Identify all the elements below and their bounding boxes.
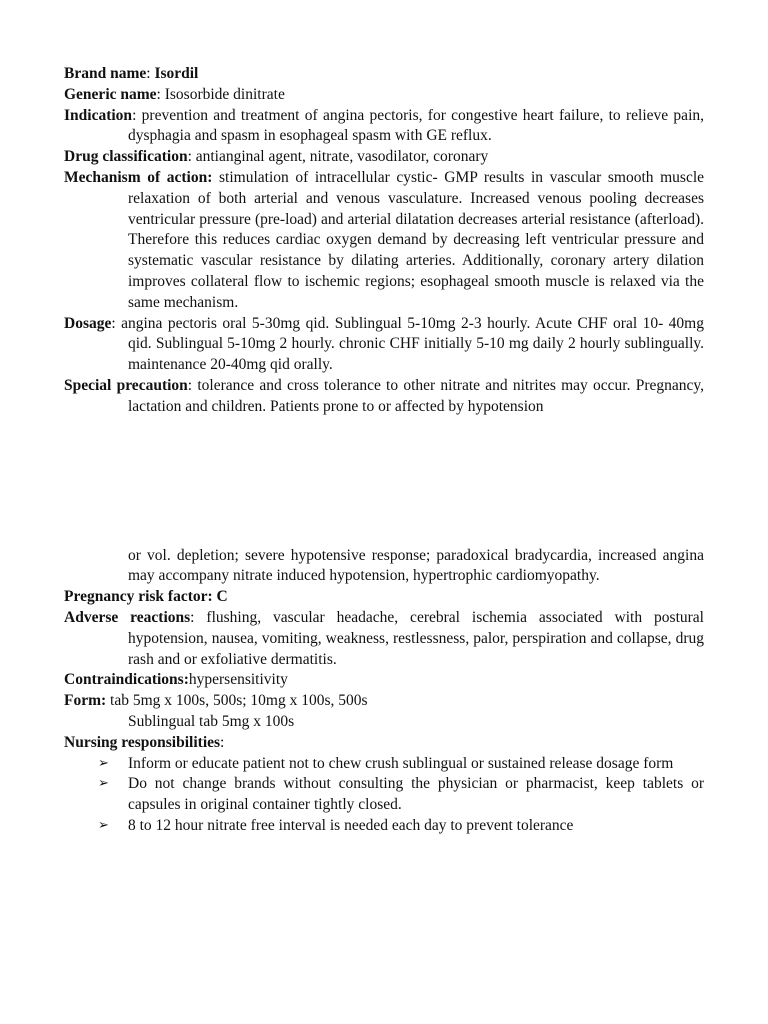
document-page [64, 64, 704, 837]
adverse-reactions-entry: Adverse reactions: flushing, vascular headache, cerebral ischemia associated with postural hypotension, nausea, vomiting, weakness, restlessness, palor, perspiration and collapse, drug rash and or exfoliative dermatitis. [64, 608, 704, 668]
nursing-list [64, 754, 704, 837]
blank-gap [64, 418, 704, 546]
nursing-responsibilities-entry: Nursing responsibilities: [64, 733, 225, 751]
form-value: tab 5mg x 100s, 500s; 10mg x 100s, 500s [110, 692, 368, 710]
pregnancy-risk-label: Pregnancy risk factor: C [64, 588, 228, 606]
list-item [64, 816, 704, 837]
drug-classification-entry: Drug classification: antianginal agent, nitrate, vasodilator, coronary [64, 148, 489, 166]
contraindications-label: Contraindications: [64, 671, 189, 689]
indication-entry: Indication: prevention and treatment of angina pectoris, for congestive heart failure, to relieve pain, dysphagia and spasm in esophageal spasm with GE reflux. [64, 106, 704, 145]
special-precaution-value-part2: or vol. depletion; severe hypotensive response; paradoxical bradycardia, increased angina may accompany nitrate induced hypotension, hypertrophic cardiomyopathy. [128, 546, 704, 585]
mechanism-value: stimulation of intracellular cystic- GMP results in vascular smooth muscle relaxation of both arterial and venous vasculature. Increased venous pooling decreases ventricular pressure (pre-load) and arterial dilatation decreases arterial resistance (afterload). Therefore this reduces cardiac oxygen demand by decreasing left ventricular pressure and systematic vascular resistance by dilating arteries. Additionally, coronary artery dilation improves collateral flow to ischemic regions; esophageal smooth muscle is relaxed via the same mechanism. [128, 168, 705, 311]
brand-name-entry: Brand name: Isordil [64, 65, 199, 82]
dosage-value: angina pectoris oral 5-30mg qid. Sublingual 5-10mg 2-3 hourly. Acute CHF oral 10- 40mg qid. Sublingual 5-10mg 2 hourly. chronic CHF initially 5-10 mg daily 2 hourly sublingually. maintenance 20-40mg qid orally. [121, 314, 704, 374]
contraindications-entry [64, 670, 704, 691]
arrow-bullet-icon: ➢ [98, 755, 109, 771]
drug-classification-label: Drug classification [64, 148, 188, 166]
special-precaution-label: Special precaution [64, 376, 188, 394]
mechanism-label: Mechanism of action: [64, 168, 213, 186]
mechanism-entry [64, 168, 704, 314]
special-precaution-continuation [64, 546, 704, 588]
indication-label: Indication [64, 106, 133, 124]
special-precaution-value-part1: tolerance and cross tolerance to other nitrate and nitrites may occur. Pregnancy, lactation and children. Patients prone to or affected by hypotension [128, 376, 704, 415]
drug-classification-value: antianginal agent, nitrate, vasodilator, coronary [195, 148, 489, 166]
adverse-reactions-label: Adverse reactions [64, 608, 191, 626]
generic-name-label: Generic name [64, 85, 157, 103]
generic-name-value: Isosorbide dinitrate [164, 85, 285, 103]
adverse-reactions-value: flushing, vascular headache, cerebral ischemia associated with postural hypotension, nausea, vomiting, weakness, restlessness, palor, perspiration and collapse, drug rash and or exfoliative dermatitis. [128, 608, 704, 668]
form-label: Form: [64, 692, 107, 710]
nursing-item-text: 8 to 12 hour nitrate free interval is needed each day to prevent tolerance [128, 816, 574, 834]
form-value-line2: Sublingual tab 5mg x 100s [128, 712, 295, 730]
generic-name-entry: Generic name: Isosorbide dinitrate [64, 85, 285, 103]
nursing-item-text: Inform or educate patient not to chew crush sublingual or sustained release dosage form [128, 754, 674, 772]
list-item [64, 754, 704, 775]
dosage-entry: Dosage: angina pectoris oral 5-30mg qid. Sublingual 5-10mg 2-3 hourly. Acute CHF oral 10- 40mg qid. Sublingual 5-10mg 2 hourly. chronic CHF initially 5-10 mg daily 2 hourly sublingually. maintenance 20-40mg qid orally. [64, 314, 704, 374]
arrow-bullet-icon: ➢ [98, 817, 109, 833]
brand-name-value: Isordil [154, 65, 199, 82]
contraindications-value: hypersensitivity [188, 671, 288, 689]
nursing-item-text: Do not change brands without consulting the physician or pharmacist, keep tablets or capsules in original container tightly closed. [128, 775, 704, 814]
pregnancy-risk-entry [64, 587, 704, 608]
list-item [64, 774, 704, 816]
special-precaution-entry: Special precaution: tolerance and cross tolerance to other nitrate and nitrites may occur. Pregnancy, lactation and children. Patients prone to or affected by hypotension [64, 376, 704, 415]
brand-name-label: Brand name [64, 65, 147, 82]
form-entry [64, 691, 704, 712]
form-line2 [64, 712, 704, 733]
arrow-bullet-icon: ➢ [98, 776, 109, 792]
indication-value: prevention and treatment of angina pectoris, for congestive heart failure, to relieve pain, dysphagia and spasm in esophageal spasm with GE reflux. [128, 106, 704, 145]
nursing-responsibilities-label: Nursing responsibilities [64, 733, 221, 751]
dosage-label: Dosage [64, 314, 112, 332]
